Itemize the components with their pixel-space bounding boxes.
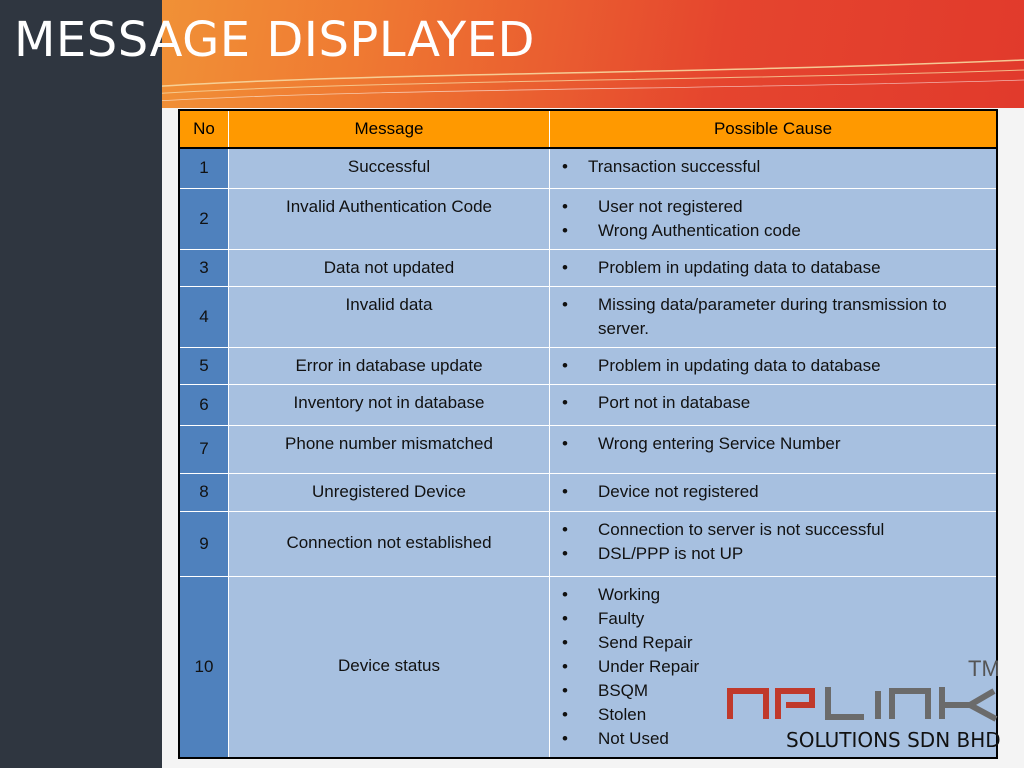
- row-message: Phone number mismatched: [229, 425, 550, 473]
- table-row: [179, 384, 997, 425]
- table-row: [179, 511, 997, 576]
- table-row: [179, 286, 997, 347]
- left-sidebar-band: [0, 108, 162, 768]
- cause-item: • Problem in updating data to database: [560, 354, 996, 378]
- table-row: [179, 148, 997, 188]
- row-number: 8: [179, 473, 229, 511]
- row-number: 5: [179, 347, 229, 384]
- row-number: 7: [179, 425, 229, 473]
- cause-item: • Device not registered: [560, 480, 996, 504]
- header-no: No: [179, 110, 229, 148]
- cause-item: • Working: [560, 583, 996, 607]
- cause-list: [560, 432, 996, 456]
- cause-item: • BSQM: [560, 679, 996, 703]
- table-row: [179, 425, 997, 473]
- row-number: 6: [179, 384, 229, 425]
- row-number: 4: [179, 286, 229, 347]
- row-message: Invalid data: [229, 286, 550, 347]
- row-message: Error in database update: [229, 347, 550, 384]
- cause-item: • Wrong entering Service Number: [560, 432, 996, 456]
- row-possible-cause: [550, 249, 998, 286]
- row-possible-cause: [550, 347, 998, 384]
- cause-item: • Transaction successful: [560, 155, 996, 179]
- row-possible-cause: [550, 425, 998, 473]
- cause-item: • Missing data/parameter during transmission to server.: [560, 293, 996, 341]
- nrlink-logo: [726, 683, 1002, 723]
- cause-item: • Port not in database: [560, 391, 996, 415]
- cause-item: • Stolen: [560, 703, 996, 727]
- row-message: Data not updated: [229, 249, 550, 286]
- row-message: Successful: [229, 148, 550, 188]
- table-row: [179, 249, 997, 286]
- header-message: Message: [229, 110, 550, 148]
- message-table-container: [178, 109, 998, 759]
- company-name: SOLUTIONS SDN BHD: [786, 728, 1001, 752]
- row-possible-cause: [550, 188, 998, 249]
- row-possible-cause: [550, 511, 998, 576]
- cause-item: • DSL/PPP is not UP: [560, 542, 996, 566]
- cause-item: • User not registered: [560, 195, 996, 219]
- cause-list: [560, 583, 996, 751]
- row-possible-cause: [550, 384, 998, 425]
- cause-item: • Wrong Authentication code: [560, 219, 996, 243]
- trademark-mark: TM: [968, 656, 1000, 681]
- cause-item: • Under Repair: [560, 655, 996, 679]
- cause-item: • Not Used: [560, 727, 996, 751]
- row-possible-cause: [550, 148, 998, 188]
- cause-list: [560, 293, 996, 341]
- cause-list: [560, 155, 996, 179]
- row-number: 9: [179, 511, 229, 576]
- row-message: Device status: [229, 576, 550, 758]
- table-row: [179, 347, 997, 384]
- row-number: 10: [179, 576, 229, 758]
- row-number: 2: [179, 188, 229, 249]
- table-body: [179, 148, 997, 758]
- row-number: 1: [179, 148, 229, 188]
- row-possible-cause: [550, 473, 998, 511]
- row-possible-cause: [550, 286, 998, 347]
- slide-title: MESSAGE DISPLAYED: [14, 12, 535, 68]
- cause-list: [560, 480, 996, 504]
- row-number: 3: [179, 249, 229, 286]
- cause-item: • Faulty: [560, 607, 996, 631]
- row-message: Invalid Authentication Code: [229, 188, 550, 249]
- row-message: Connection not established: [229, 511, 550, 576]
- header-possible-cause: Possible Cause: [550, 110, 998, 148]
- row-message: Inventory not in database: [229, 384, 550, 425]
- table-header-row: [179, 110, 997, 148]
- cause-list: [560, 391, 996, 415]
- cause-item: • Connection to server is not successful: [560, 518, 996, 542]
- cause-item: • Send Repair: [560, 631, 996, 655]
- message-table: [178, 109, 998, 759]
- cause-item: • Problem in updating data to database: [560, 256, 996, 280]
- table-row: [179, 188, 997, 249]
- cause-list: [560, 256, 996, 280]
- table-row: [179, 473, 997, 511]
- cause-list: [560, 195, 996, 243]
- cause-list: [560, 354, 996, 378]
- cause-list: [560, 518, 996, 566]
- row-message: Unregistered Device: [229, 473, 550, 511]
